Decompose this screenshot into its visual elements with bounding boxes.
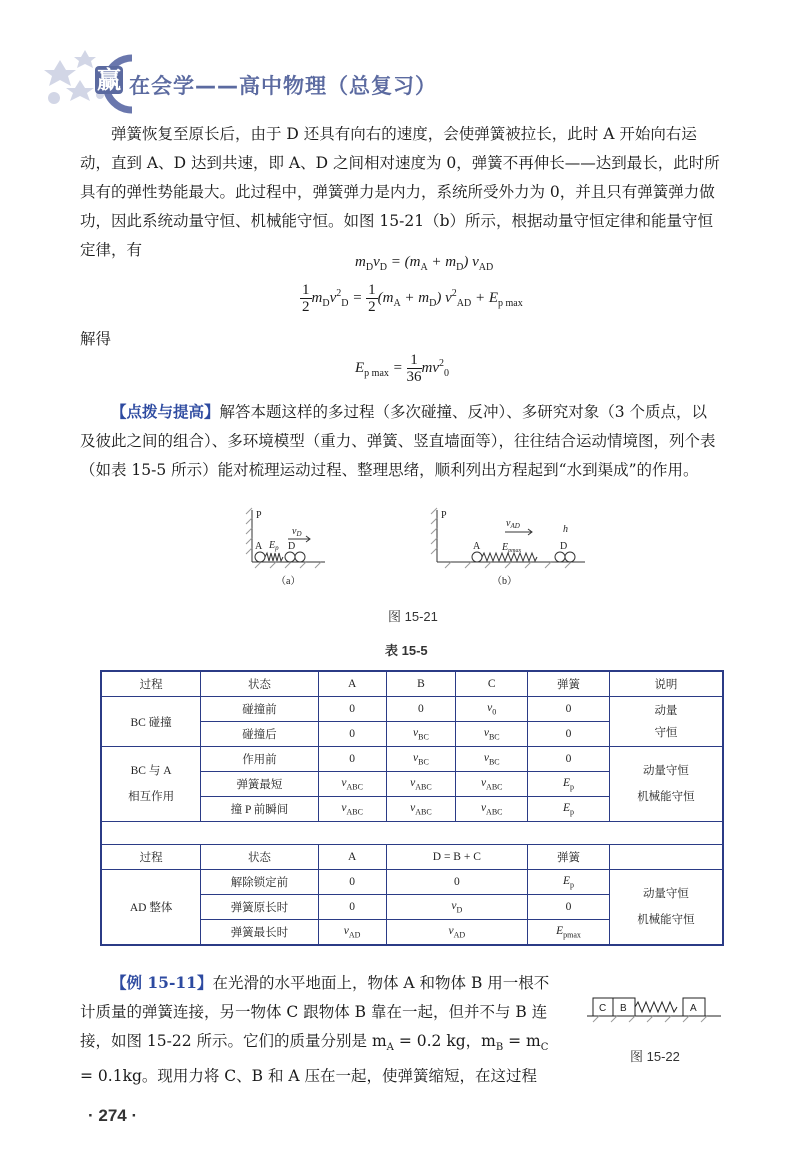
value-cell: 0 xyxy=(528,747,610,772)
table-header-row xyxy=(101,671,723,697)
fig22-A-label: A xyxy=(690,1003,697,1014)
value-cell: $v_{ABC}$ xyxy=(386,797,456,822)
value-cell: $E_p$ xyxy=(528,772,610,797)
table-row xyxy=(101,870,723,895)
fig-a-D-label: D xyxy=(288,541,296,552)
equation-energy: $\frac{1}{2}$ $m_Dv^2_D$ = $\frac{1}{2}$ $(m_A + m_D) v^2_{AD} + E_{p max}$ xyxy=(302,282,523,315)
fig-b-caption: （b） xyxy=(492,576,517,587)
value-cell: 0 xyxy=(318,870,386,895)
value-cell: $v_{AD}$ xyxy=(318,920,386,946)
header-title: 在会学——高中物理（总复习） xyxy=(129,74,437,98)
table-header-row-2 xyxy=(101,845,723,870)
table-header-cell: 弹簧 xyxy=(528,671,610,697)
fig-b-h-label: h xyxy=(563,524,568,535)
fig-b-Ep-label: $E_{pmax}$ xyxy=(502,542,522,554)
example-text: 在光滑的水平地面上，物体 A 和物体 B 用一根不计质量的弹簧连接，另一物体 C 跟物体 B 靠在一起，但并不与 B 连接，如图 15-22 所示。它们的质量分别是 m xyxy=(80,974,550,1050)
table-15-5 xyxy=(100,670,724,946)
tip-label: 【点拨与提高】 xyxy=(111,402,220,421)
header-logo-char: 赢 xyxy=(97,66,121,94)
value-cell: $E_p$ xyxy=(528,870,610,895)
value-cell: 0 xyxy=(386,697,456,722)
process-bca: BC 与 A 相互作用 xyxy=(101,747,201,822)
value-cell: 0 xyxy=(318,722,386,747)
state-cell: 弹簧最短 xyxy=(201,772,319,797)
value-cell: $E_p$ xyxy=(528,797,610,822)
state-cell: 作用前 xyxy=(201,747,319,772)
body-paragraph-1: 弹簧恢复至原长后，由于 D 还具有向右的速度，会使弹簧被拉长，此时 A 开始向右运动，直到 A、D 达到共速，即 A、D 之间相对速度为 0，弹簧不再伸长——达到最长，此时所具有的弹性势能最大。此过程中，弹簧弹力是内力，系统所受外力为 0，并且只有弹簧弹力做功，因此系统动量守恒、机械能守恒。如图 15-21（b）所示，根据动量守恒定律和能量守恒定律，有 xyxy=(80,125,720,259)
example-label: 【例 15-11】 xyxy=(111,973,213,992)
solve-label: 解得 xyxy=(80,330,112,348)
value-cell: $v_{ABC}$ xyxy=(318,797,386,822)
table-title: 表 15-5 xyxy=(385,643,428,658)
table-header-cell: 弹簧 xyxy=(528,845,610,870)
table-header-cell: A xyxy=(318,845,386,870)
fig-b-A-label: A xyxy=(473,541,481,552)
table-header-cell-empty xyxy=(609,845,723,870)
fig22-B-label: B xyxy=(620,1003,627,1014)
note-bc: 动量 守恒 xyxy=(609,697,723,747)
value-cell: $v_0$ xyxy=(456,697,528,722)
state-cell: 碰撞后 xyxy=(201,722,319,747)
state-cell: 碰撞前 xyxy=(201,697,319,722)
table-header-cell: 状态 xyxy=(201,671,319,697)
page-number: · 274 · xyxy=(88,1106,138,1125)
table-header-cell: 过程 xyxy=(101,845,201,870)
table-header-cell: C xyxy=(456,671,528,697)
value-cell: 0 xyxy=(528,895,610,920)
fig-b-v-label: $v_{AD}$ xyxy=(506,518,520,530)
value-cell: $v_{BC}$ xyxy=(456,722,528,747)
value-cell: $E_{pmax}$ xyxy=(528,920,610,946)
fig-a-caption: （a） xyxy=(276,576,301,587)
fig-a-v-label: $v_D$ xyxy=(292,526,302,538)
table-header-cell: B xyxy=(386,671,456,697)
fig-a-P-label: P xyxy=(256,510,262,521)
table-header-cell: 过程 xyxy=(101,671,201,697)
table-row xyxy=(101,747,723,772)
tip-text: 解答本题这样的多过程（多次碰撞、反冲）、多研究对象（3 个质点，以及彼此之间的组合）、多环境模型（重力、弹簧、竖直墙面等），往往结合运动情境图，列个表（如表 15-5 所示）能对梳理运动过程、整理思绪，顺利列出方程起到“水到渠成”的作用。 xyxy=(80,403,716,479)
table-spacer-row xyxy=(101,822,723,845)
fig-a-A-label: A xyxy=(255,541,263,552)
value-cell: $v_{ABC}$ xyxy=(318,772,386,797)
value-cell: $v_D$ xyxy=(386,895,528,920)
state-cell: 弹簧最长时 xyxy=(201,920,319,946)
note-bca: 动量守恒 机械能守恒 xyxy=(609,747,723,822)
fig-b-D-label: D xyxy=(560,541,568,552)
table-header-cell: A xyxy=(318,671,386,697)
value-cell: 0 xyxy=(528,722,610,747)
equation-momentum: $m_Dv_D = (m_A + m_D)$ $v_{AD}$ xyxy=(355,254,494,273)
figure-15-22-caption: 图 15-22 xyxy=(630,1049,680,1064)
value-cell: $v_{AD}$ xyxy=(386,920,528,946)
value-cell: $v_{ABC}$ xyxy=(386,772,456,797)
fig-a-Ep-label: $E_p$ xyxy=(269,540,279,552)
fig22-C-label: C xyxy=(599,1003,607,1014)
value-cell: $v_{ABC}$ xyxy=(456,772,528,797)
figure-15-21-caption: 图 15-21 xyxy=(388,609,438,624)
process-bc: BC 碰撞 xyxy=(101,697,201,747)
state-cell: 解除锁定前 xyxy=(201,870,319,895)
example-paragraph: 【例 15-11】在光滑的水平地面上，物体 A 和物体 B 用一根不计质量的弹簧连接，另一物体 C 跟物体 B 靠在一起，但并不与 B 连接，如图 15-22 所示。它们的质量分别是 $m_A = 0.2$ kg，$m_B = m_C = 0.1kg$。现用力将 C、B 和 A 压在一起，使弹簧缩短，在这过程 xyxy=(80,973,550,1086)
value-cell: 0 xyxy=(318,895,386,920)
value-cell: 0 xyxy=(528,697,610,722)
equation-result: $E_{p max}$ = $\frac{1}{36}$ $mv^2_0$ xyxy=(355,352,450,385)
process-ad: AD 整体 xyxy=(101,870,201,946)
state-cell: 弹簧原长时 xyxy=(201,895,319,920)
figure-15-21 xyxy=(240,500,590,590)
fig-b-P-label: P xyxy=(441,510,447,521)
value-cell: $v_{BC}$ xyxy=(386,722,456,747)
table-header-cell: 说明 xyxy=(609,671,723,697)
tip-paragraph xyxy=(80,397,720,485)
table-header-cell: 状态 xyxy=(201,845,319,870)
value-cell: 0 xyxy=(386,870,528,895)
value-cell: $v_{BC}$ xyxy=(386,747,456,772)
value-cell: 0 xyxy=(318,697,386,722)
value-cell: $v_{BC}$ xyxy=(456,747,528,772)
table-header-cell: D = B + C xyxy=(386,845,528,870)
state-cell: 撞 P 前瞬间 xyxy=(201,797,319,822)
value-cell: 0 xyxy=(318,747,386,772)
note-ad: 动量守恒 机械能守恒 xyxy=(609,870,723,946)
table-row xyxy=(101,697,723,722)
figure-15-22 xyxy=(585,990,725,1030)
value-cell: $v_{ABC}$ xyxy=(456,797,528,822)
